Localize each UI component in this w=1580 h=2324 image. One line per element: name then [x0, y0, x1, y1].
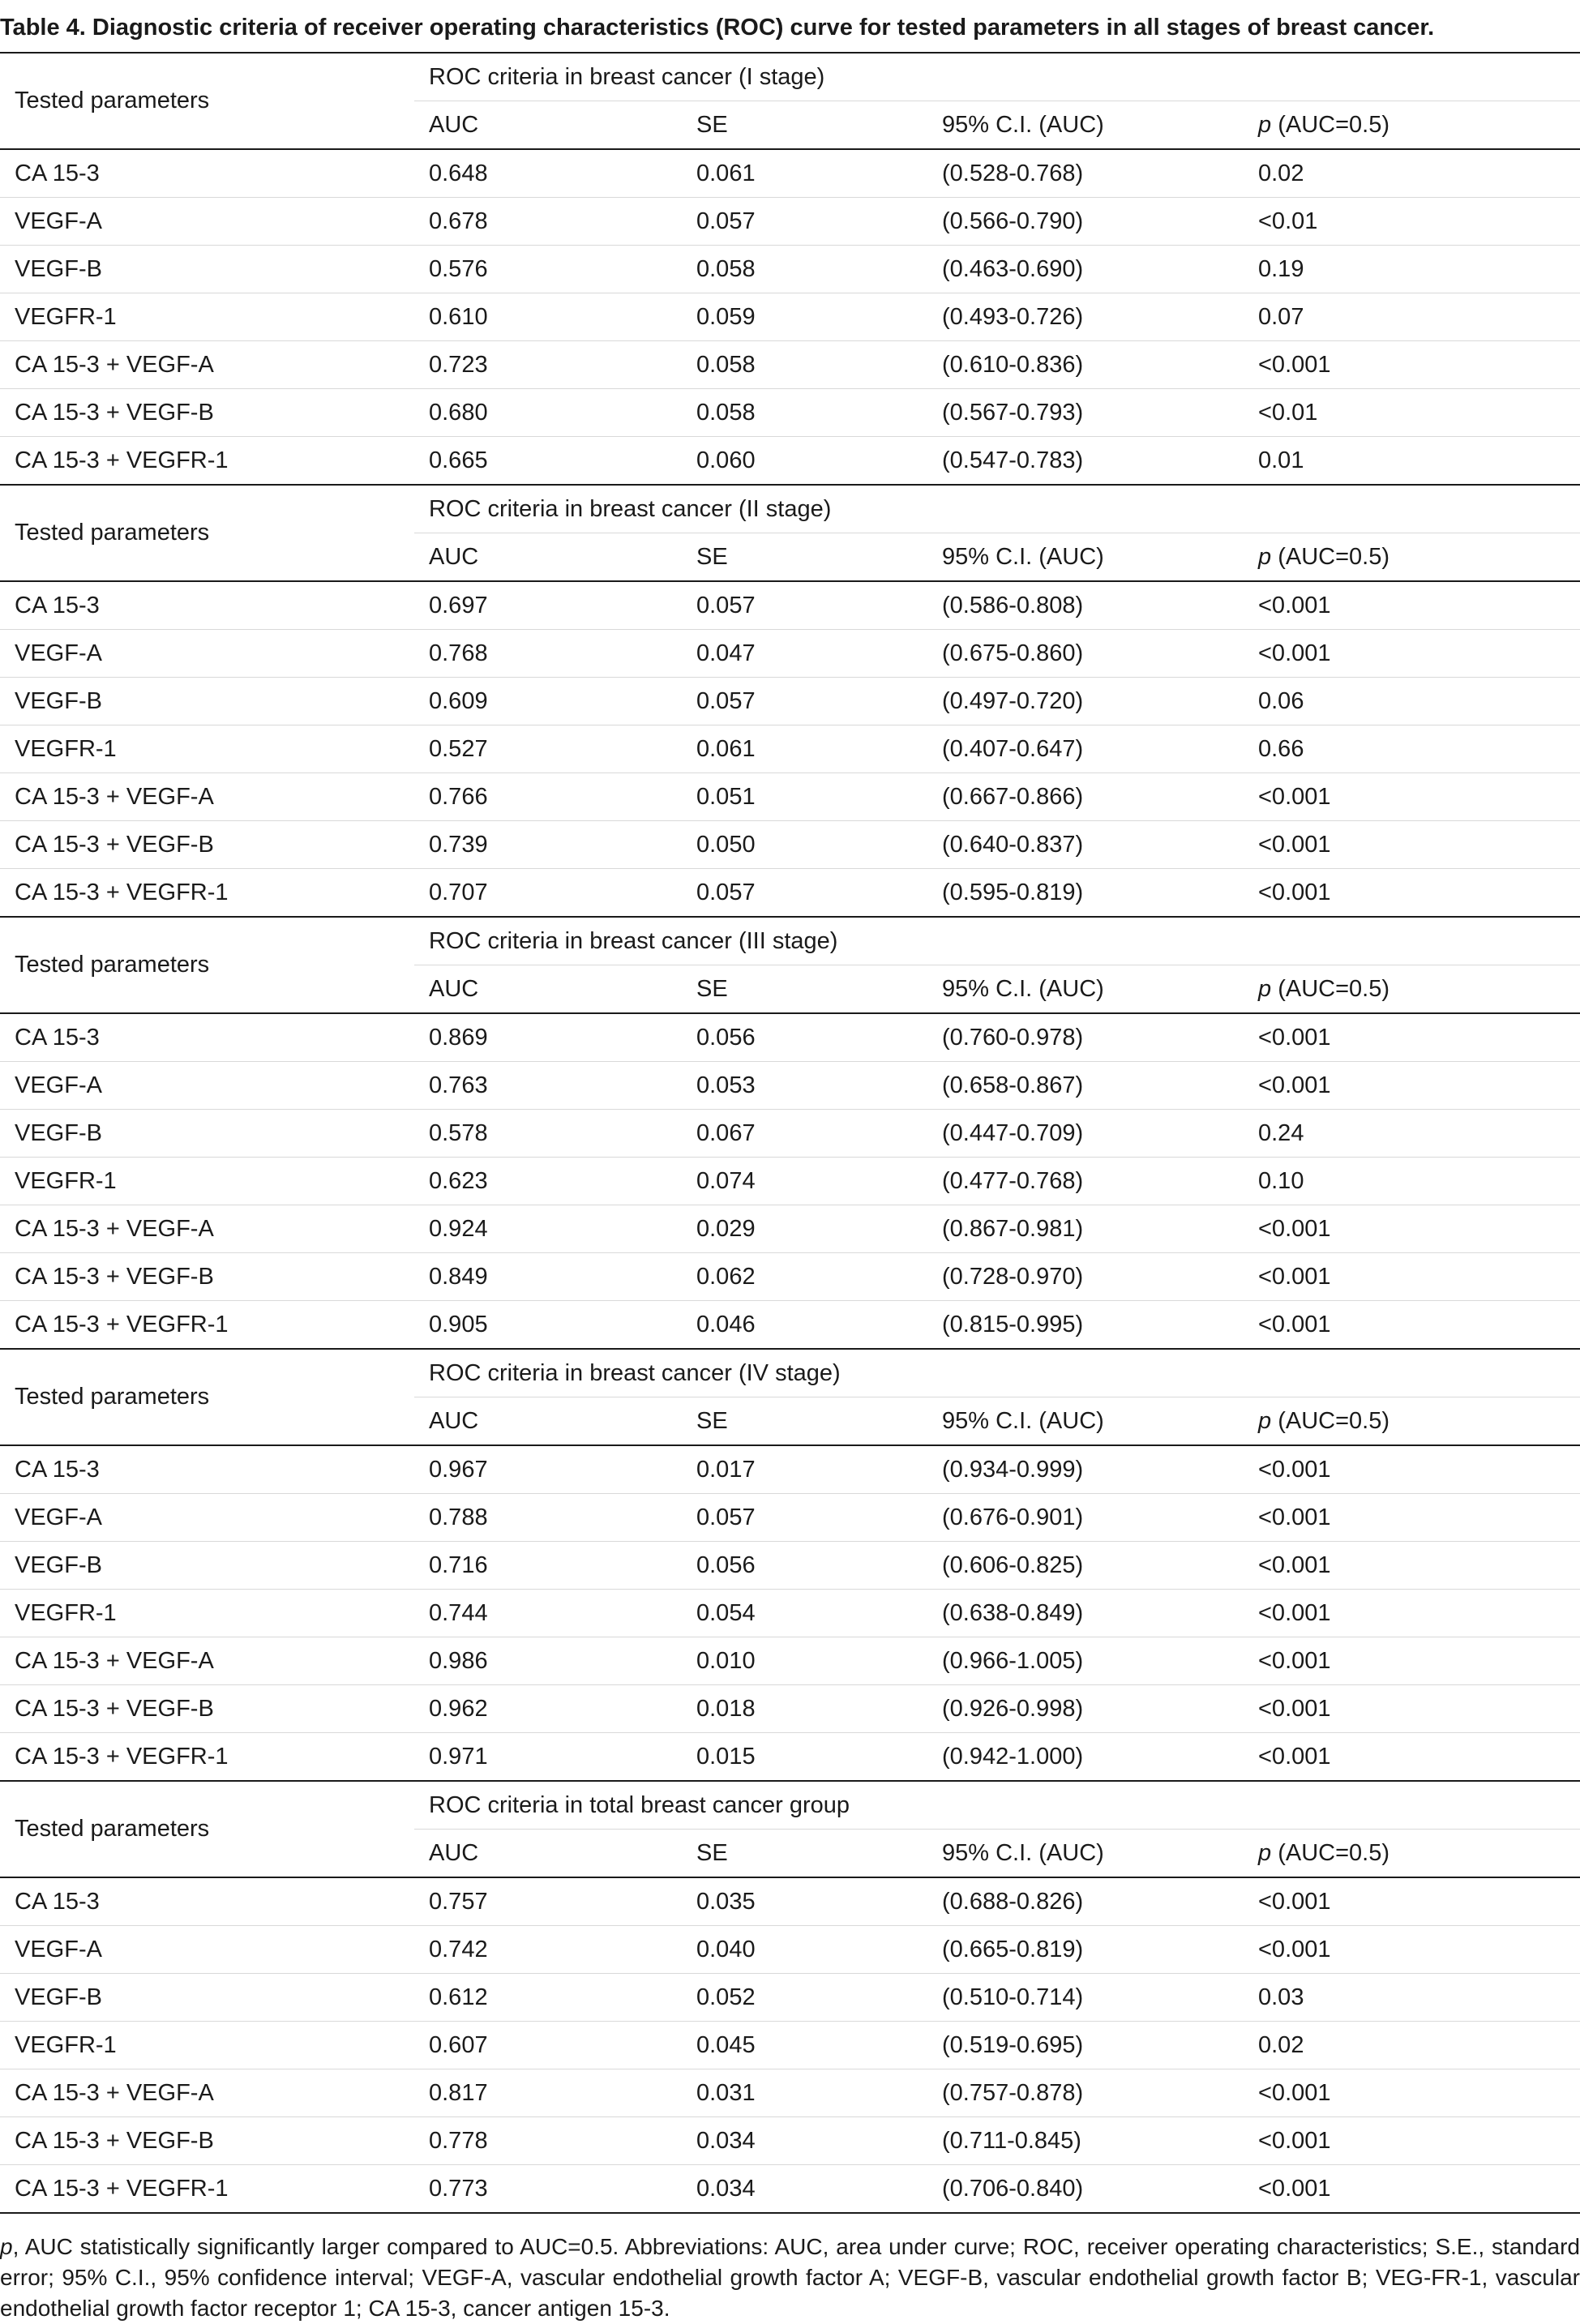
auc-cell: 0.849: [414, 1253, 682, 1301]
ci-cell: (0.676-0.901): [927, 1494, 1244, 1542]
table-row: [0, 1542, 1580, 1590]
footnote-p-symbol: p: [0, 2234, 13, 2259]
p-cell: <0.001: [1244, 1253, 1580, 1301]
p-cell: <0.001: [1244, 1494, 1580, 1542]
se-cell: 0.052: [682, 1974, 927, 2022]
table-row: [0, 1445, 1580, 1494]
param-cell: CA 15-3 + VEGF-B: [0, 821, 414, 869]
column-header-p: [1244, 1397, 1580, 1446]
param-cell: VEGFR-1: [0, 2022, 414, 2069]
param-cell: CA 15-3 + VEGF-A: [0, 1205, 414, 1253]
table-row: [0, 1685, 1580, 1733]
table-row: [0, 581, 1580, 630]
p-cell: 0.02: [1244, 149, 1580, 198]
tested-parameters-header: Tested parameters: [0, 485, 414, 581]
auc-cell: 0.723: [414, 341, 682, 389]
group-header-row: [0, 1349, 1580, 1397]
column-header-ci: 95% C.I. (AUC): [927, 533, 1244, 582]
p-cell: <0.001: [1244, 1301, 1580, 1350]
table-row: [0, 2022, 1580, 2069]
column-header-p: [1244, 533, 1580, 582]
p-cell: <0.001: [1244, 2117, 1580, 2165]
se-cell: 0.074: [682, 1158, 927, 1205]
auc-cell: 0.527: [414, 725, 682, 773]
group-title: ROC criteria in breast cancer (IV stage): [414, 1349, 1580, 1397]
table-row: [0, 1253, 1580, 1301]
auc-cell: 0.971: [414, 1733, 682, 1782]
se-cell: 0.062: [682, 1253, 927, 1301]
p-cell: 0.10: [1244, 1158, 1580, 1205]
auc-cell: 0.609: [414, 678, 682, 725]
table-row: [0, 1590, 1580, 1637]
se-cell: 0.067: [682, 1110, 927, 1158]
param-cell: VEGFR-1: [0, 1158, 414, 1205]
column-header-auc: AUC: [414, 101, 682, 150]
ci-cell: (0.966-1.005): [927, 1637, 1244, 1685]
ci-cell: (0.606-0.825): [927, 1542, 1244, 1590]
ci-cell: (0.760-0.978): [927, 1013, 1244, 1062]
ci-cell: (0.926-0.998): [927, 1685, 1244, 1733]
ci-cell: (0.477-0.768): [927, 1158, 1244, 1205]
se-cell: 0.058: [682, 341, 927, 389]
table-row: [0, 1926, 1580, 1974]
se-cell: 0.060: [682, 437, 927, 486]
param-cell: CA 15-3 + VEGFR-1: [0, 869, 414, 918]
param-cell: VEGF-A: [0, 1494, 414, 1542]
p-cell: <0.01: [1244, 389, 1580, 437]
ci-cell: (0.688-0.826): [927, 1877, 1244, 1926]
column-header-se: SE: [682, 1397, 927, 1446]
se-cell: 0.056: [682, 1013, 927, 1062]
table-row: [0, 1110, 1580, 1158]
auc-cell: 0.967: [414, 1445, 682, 1494]
se-cell: 0.050: [682, 821, 927, 869]
auc-cell: 0.739: [414, 821, 682, 869]
ci-cell: (0.493-0.726): [927, 293, 1244, 341]
p-cell: <0.001: [1244, 1445, 1580, 1494]
auc-cell: 0.788: [414, 1494, 682, 1542]
p-cell: 0.02: [1244, 2022, 1580, 2069]
ci-cell: (0.528-0.768): [927, 149, 1244, 198]
table-row: [0, 1013, 1580, 1062]
auc-cell: 0.763: [414, 1062, 682, 1110]
param-cell: VEGF-B: [0, 1110, 414, 1158]
table-row: [0, 678, 1580, 725]
p-cell: <0.001: [1244, 821, 1580, 869]
param-cell: VEGF-A: [0, 630, 414, 678]
p-condition: (AUC=0.5): [1271, 1407, 1389, 1434]
ci-cell: (0.447-0.709): [927, 1110, 1244, 1158]
column-header-p: [1244, 101, 1580, 150]
column-header-auc: AUC: [414, 965, 682, 1014]
ci-cell: (0.638-0.849): [927, 1590, 1244, 1637]
column-header-p: [1244, 965, 1580, 1014]
param-cell: VEGF-B: [0, 246, 414, 293]
param-cell: VEGF-B: [0, 678, 414, 725]
auc-cell: 0.778: [414, 2117, 682, 2165]
table-row: [0, 1637, 1580, 1685]
param-cell: CA 15-3 + VEGF-A: [0, 773, 414, 821]
se-cell: 0.057: [682, 198, 927, 246]
se-cell: 0.040: [682, 1926, 927, 1974]
param-cell: VEGFR-1: [0, 725, 414, 773]
auc-cell: 0.773: [414, 2165, 682, 2214]
param-cell: CA 15-3 + VEGF-B: [0, 1253, 414, 1301]
auc-cell: 0.716: [414, 1542, 682, 1590]
auc-cell: 0.962: [414, 1685, 682, 1733]
p-cell: <0.001: [1244, 1926, 1580, 1974]
p-cell: <0.001: [1244, 2069, 1580, 2117]
se-cell: 0.051: [682, 773, 927, 821]
column-header-ci: 95% C.I. (AUC): [927, 1830, 1244, 1878]
p-cell: 0.24: [1244, 1110, 1580, 1158]
se-cell: 0.053: [682, 1062, 927, 1110]
param-cell: CA 15-3 + VEGFR-1: [0, 1301, 414, 1350]
group-header-row: [0, 1781, 1580, 1830]
auc-cell: 0.757: [414, 1877, 682, 1926]
p-symbol: p: [1258, 975, 1272, 1002]
table-row: [0, 1494, 1580, 1542]
group-header-row: [0, 485, 1580, 533]
table-row: [0, 437, 1580, 486]
table-row: [0, 821, 1580, 869]
roc-table: [0, 52, 1580, 2214]
auc-cell: 0.768: [414, 630, 682, 678]
param-cell: CA 15-3 + VEGFR-1: [0, 2165, 414, 2214]
auc-cell: 0.742: [414, 1926, 682, 1974]
auc-cell: 0.665: [414, 437, 682, 486]
se-cell: 0.015: [682, 1733, 927, 1782]
ci-cell: (0.675-0.860): [927, 630, 1244, 678]
se-cell: 0.057: [682, 869, 927, 918]
column-header-auc: AUC: [414, 1830, 682, 1878]
tested-parameters-header: Tested parameters: [0, 53, 414, 149]
auc-cell: 0.578: [414, 1110, 682, 1158]
param-cell: CA 15-3: [0, 1877, 414, 1926]
p-symbol: p: [1258, 1839, 1272, 1866]
ci-cell: (0.566-0.790): [927, 198, 1244, 246]
table-row: [0, 869, 1580, 918]
table-row: [0, 246, 1580, 293]
se-cell: 0.057: [682, 678, 927, 725]
tested-parameters-header: Tested parameters: [0, 917, 414, 1013]
se-cell: 0.034: [682, 2165, 927, 2214]
ci-cell: (0.510-0.714): [927, 1974, 1244, 2022]
ci-cell: (0.815-0.995): [927, 1301, 1244, 1350]
column-header-p: [1244, 1830, 1580, 1878]
param-cell: CA 15-3 + VEGF-A: [0, 1637, 414, 1685]
p-condition: (AUC=0.5): [1271, 111, 1389, 138]
p-cell: <0.001: [1244, 1590, 1580, 1637]
auc-cell: 0.612: [414, 1974, 682, 2022]
se-cell: 0.057: [682, 1494, 927, 1542]
table-row: [0, 149, 1580, 198]
se-cell: 0.046: [682, 1301, 927, 1350]
param-cell: VEGFR-1: [0, 293, 414, 341]
ci-cell: (0.586-0.808): [927, 581, 1244, 630]
table-row: [0, 198, 1580, 246]
auc-cell: 0.680: [414, 389, 682, 437]
ci-cell: (0.610-0.836): [927, 341, 1244, 389]
se-cell: 0.061: [682, 725, 927, 773]
p-cell: <0.001: [1244, 1685, 1580, 1733]
se-cell: 0.061: [682, 149, 927, 198]
column-header-auc: AUC: [414, 533, 682, 582]
se-cell: 0.059: [682, 293, 927, 341]
ci-cell: (0.728-0.970): [927, 1253, 1244, 1301]
param-cell: VEGF-A: [0, 1062, 414, 1110]
table-row: [0, 341, 1580, 389]
column-header-ci: 95% C.I. (AUC): [927, 965, 1244, 1014]
se-cell: 0.056: [682, 1542, 927, 1590]
p-cell: <0.001: [1244, 773, 1580, 821]
se-cell: 0.017: [682, 1445, 927, 1494]
table-footnote: [0, 2232, 1580, 2324]
param-cell: VEGF-A: [0, 1926, 414, 1974]
roc-table-body: [0, 53, 1580, 2213]
se-cell: 0.018: [682, 1685, 927, 1733]
table-row: [0, 1733, 1580, 1782]
p-cell: <0.001: [1244, 341, 1580, 389]
p-condition: (AUC=0.5): [1271, 975, 1389, 1002]
se-cell: 0.045: [682, 2022, 927, 2069]
p-cell: <0.001: [1244, 630, 1580, 678]
auc-cell: 0.576: [414, 246, 682, 293]
p-cell: <0.001: [1244, 1637, 1580, 1685]
auc-cell: 0.607: [414, 2022, 682, 2069]
tested-parameters-header: Tested parameters: [0, 1781, 414, 1877]
table-row: [0, 2165, 1580, 2214]
footnote-text: , AUC statistically significantly larger compared to AUC=0.5. Abbreviations: AUC, area under curve; ROC, receiver operating characteristics; S.E., standard error; 95% C.I., 95% confidence interval; VEGF-A, vascular endothelial growth factor A; VEGF-B, vascular endothelial growth factor B; VEG-FR-1, vascular endothelial growth factor receptor 1; CA 15-3, cancer antigen 15-3.: [0, 2234, 1580, 2321]
ci-cell: (0.867-0.981): [927, 1205, 1244, 1253]
auc-cell: 0.610: [414, 293, 682, 341]
ci-cell: (0.547-0.783): [927, 437, 1244, 486]
param-cell: CA 15-3 + VEGF-A: [0, 2069, 414, 2117]
ci-cell: (0.757-0.878): [927, 2069, 1244, 2117]
p-cell: <0.001: [1244, 1733, 1580, 1782]
auc-cell: 0.648: [414, 149, 682, 198]
se-cell: 0.010: [682, 1637, 927, 1685]
param-cell: VEGF-B: [0, 1974, 414, 2022]
ci-cell: (0.519-0.695): [927, 2022, 1244, 2069]
se-cell: 0.035: [682, 1877, 927, 1926]
ci-cell: (0.658-0.867): [927, 1062, 1244, 1110]
table-row: [0, 1158, 1580, 1205]
table-row: [0, 773, 1580, 821]
table-row: [0, 630, 1580, 678]
p-cell: <0.001: [1244, 1877, 1580, 1926]
table-row: [0, 389, 1580, 437]
auc-cell: 0.869: [414, 1013, 682, 1062]
column-header-auc: AUC: [414, 1397, 682, 1446]
p-cell: <0.001: [1244, 1013, 1580, 1062]
table-row: [0, 1974, 1580, 2022]
p-condition: (AUC=0.5): [1271, 543, 1389, 570]
param-cell: VEGF-A: [0, 198, 414, 246]
auc-cell: 0.817: [414, 2069, 682, 2117]
se-cell: 0.058: [682, 389, 927, 437]
param-cell: CA 15-3: [0, 581, 414, 630]
p-cell: <0.001: [1244, 1205, 1580, 1253]
param-cell: CA 15-3 + VEGF-B: [0, 2117, 414, 2165]
group-header-row: [0, 917, 1580, 965]
param-cell: CA 15-3 + VEGFR-1: [0, 1733, 414, 1782]
auc-cell: 0.744: [414, 1590, 682, 1637]
p-symbol: p: [1258, 111, 1272, 138]
p-cell: <0.001: [1244, 1542, 1580, 1590]
param-cell: VEGFR-1: [0, 1590, 414, 1637]
ci-cell: (0.934-0.999): [927, 1445, 1244, 1494]
auc-cell: 0.986: [414, 1637, 682, 1685]
group-title: ROC criteria in breast cancer (I stage): [414, 53, 1580, 101]
ci-cell: (0.463-0.690): [927, 246, 1244, 293]
se-cell: 0.058: [682, 246, 927, 293]
p-cell: <0.01: [1244, 198, 1580, 246]
group-title: ROC criteria in total breast cancer group: [414, 1781, 1580, 1830]
group-title: ROC criteria in breast cancer (II stage): [414, 485, 1580, 533]
se-cell: 0.029: [682, 1205, 927, 1253]
p-cell: 0.03: [1244, 1974, 1580, 2022]
table-row: [0, 293, 1580, 341]
ci-cell: (0.942-1.000): [927, 1733, 1244, 1782]
param-cell: CA 15-3: [0, 1013, 414, 1062]
p-cell: <0.001: [1244, 1062, 1580, 1110]
ci-cell: (0.640-0.837): [927, 821, 1244, 869]
p-cell: 0.66: [1244, 725, 1580, 773]
p-cell: <0.001: [1244, 869, 1580, 918]
ci-cell: (0.667-0.866): [927, 773, 1244, 821]
ci-cell: (0.497-0.720): [927, 678, 1244, 725]
param-cell: CA 15-3 + VEGFR-1: [0, 437, 414, 486]
table-row: [0, 725, 1580, 773]
column-header-ci: 95% C.I. (AUC): [927, 1397, 1244, 1446]
auc-cell: 0.924: [414, 1205, 682, 1253]
param-cell: CA 15-3: [0, 1445, 414, 1494]
se-cell: 0.057: [682, 581, 927, 630]
table-title: Table 4. Diagnostic criteria of receiver operating characteristics (ROC) curve for tested parameters in all stages of breast cancer.: [0, 15, 1435, 41]
auc-cell: 0.766: [414, 773, 682, 821]
ci-cell: (0.567-0.793): [927, 389, 1244, 437]
auc-cell: 0.623: [414, 1158, 682, 1205]
se-cell: 0.034: [682, 2117, 927, 2165]
ci-cell: (0.706-0.840): [927, 2165, 1244, 2214]
group-header-row: [0, 53, 1580, 101]
param-cell: VEGF-B: [0, 1542, 414, 1590]
table-row: [0, 1062, 1580, 1110]
p-cell: 0.06: [1244, 678, 1580, 725]
auc-cell: 0.905: [414, 1301, 682, 1350]
auc-cell: 0.707: [414, 869, 682, 918]
p-symbol: p: [1258, 1407, 1272, 1434]
ci-cell: (0.711-0.845): [927, 2117, 1244, 2165]
p-cell: <0.001: [1244, 581, 1580, 630]
table-row: [0, 1301, 1580, 1350]
table-row: [0, 2069, 1580, 2117]
param-cell: CA 15-3: [0, 149, 414, 198]
se-cell: 0.031: [682, 2069, 927, 2117]
ci-cell: (0.407-0.647): [927, 725, 1244, 773]
se-cell: 0.054: [682, 1590, 927, 1637]
ci-cell: (0.665-0.819): [927, 1926, 1244, 1974]
p-cell: 0.07: [1244, 293, 1580, 341]
table-row: [0, 2117, 1580, 2165]
column-header-se: SE: [682, 533, 927, 582]
p-cell: <0.001: [1244, 2165, 1580, 2214]
table-row: [0, 1205, 1580, 1253]
param-cell: CA 15-3 + VEGF-B: [0, 389, 414, 437]
column-header-se: SE: [682, 101, 927, 150]
auc-cell: 0.678: [414, 198, 682, 246]
column-header-se: SE: [682, 965, 927, 1014]
p-condition: (AUC=0.5): [1271, 1839, 1389, 1866]
auc-cell: 0.697: [414, 581, 682, 630]
group-title: ROC criteria in breast cancer (III stage): [414, 917, 1580, 965]
ci-cell: (0.595-0.819): [927, 869, 1244, 918]
se-cell: 0.047: [682, 630, 927, 678]
table-row: [0, 1877, 1580, 1926]
column-header-ci: 95% C.I. (AUC): [927, 101, 1244, 150]
param-cell: CA 15-3 + VEGF-A: [0, 341, 414, 389]
column-header-se: SE: [682, 1830, 927, 1878]
p-symbol: p: [1258, 543, 1272, 570]
tested-parameters-header: Tested parameters: [0, 1349, 414, 1445]
p-cell: 0.19: [1244, 246, 1580, 293]
p-cell: 0.01: [1244, 437, 1580, 486]
param-cell: CA 15-3 + VEGF-B: [0, 1685, 414, 1733]
